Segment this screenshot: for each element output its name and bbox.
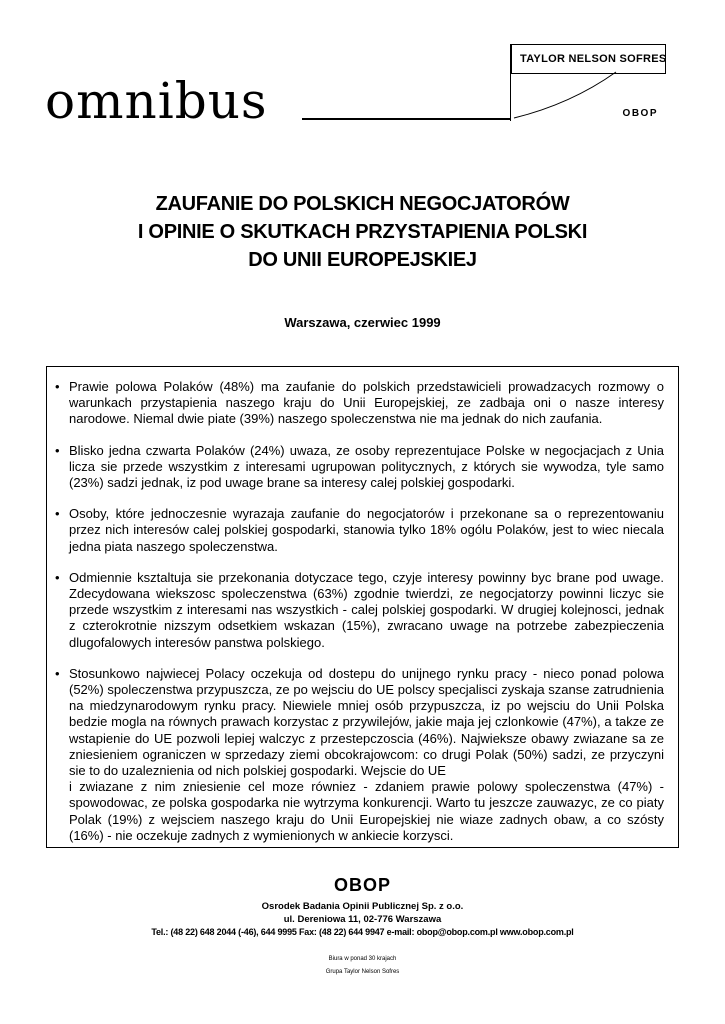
summary-text: Stosunkowo najwiecej Polacy oczekuja od dostepu do unijnego rynku pracy - nieco ponad polowa (52%) spoleczenstwa przypuszcza, ze po wejsciu do UE polscy specjalisci zyskaja szanse zatrudnienia na miedzynarodowym rynku pracy. Niewiele mniej osób przypuszcza, iz po wejsciu do Unii Polska bedzie mogla na równych prawach korzystac z przywilejów, jakie maja jej czlonkowie (47%), a takze ze wstapienie do UE pozwoli lepiej walczyc z przestepczoscia (46%). Najwieksze obawy zwiazane sa ze zniesieniem ograniczen w sprzedazy ziemi obcokrajowcom: co drugi Polak (50%) sadzi, ze przyczyni sie to do uzaleznienia od nich polskiej gospodarki. Wejscie do UE i zwiazane z nim zniesienie cel moze równiez - zdaniem prawie polowy spoleczenstwa (47%) - spowodowac, ze polska gospodarka nie wytrzyma konkurencji. Warto tu jeszcze zauwazyc, ze co piaty Polak (19%) z wejsciem naszego kraju do Unii Europejskiej nie wiaze zadnych obaw, a co szósty (16%) - nie oczekuje zadnych z wymienionych w ankiecie korzysci.	[69, 665, 664, 843]
bullet-icon: •	[55, 379, 60, 394]
omnibus-logo: omnibus	[45, 72, 268, 130]
summary-text: Osoby, które jednoczesnie wyrazaja zaufanie do negocjatorów i przekonane sa o reprezentowaniu przez nich interesów calej polskiej gospodarki, stanowia tylko 18% ogólu Polaków, jest to wiec niecala jedna piata naszego spoleczenstwa.	[69, 506, 664, 554]
footer-org-name: Osrodek Badania Opinii Publicznej Sp. z o.o.	[261, 901, 464, 912]
summary-list	[47, 379, 678, 859]
footer-offices: Biura w ponad 30 krajach	[328, 956, 397, 962]
logo-underline	[302, 118, 510, 120]
summary-item	[47, 666, 678, 844]
tns-obop-text: OBOP	[622, 108, 658, 119]
summary-box	[46, 366, 679, 848]
summary-item	[47, 570, 678, 651]
summary-text: Prawie polowa Polaków (48%) ma zaufanie do polskich przedstawicieli prowadzacych rozmowy o warunkach przystapienia naszego kraju do Unii Europejskiej, ze zadbaja oni o nasze interesy narodowe. Niemal dwie piate (39%) naszego spoleczenstwa nie ma jednak do nich zaufania.	[69, 379, 664, 427]
bullet-icon: •	[55, 442, 60, 458]
summary-text: Odmiennie ksztaltuja sie przekonania dotyczace tego, czyje interesy powinny byc brane pod uwage. Zdecydowana wiekszosc spoleczenstwa (63%) zgodnie twierdzi, ze negocjatorzy powinni liczyc sie przede wszystkim z interesami nas wszystkich - calej polskiej gospodarki. W drugiej kolejnosci, jednak z czterokrotnie nizszym odsetkiem wskazan (15%), zwracano uwage na potrzebe zabezpieczenia dlugofalowych interesów panstwa polskiego.	[69, 569, 664, 650]
bullet-icon: •	[55, 569, 60, 585]
footer-contact: Tel.: (48 22) 648 2044 (-46), 644 9995 Fax: (48 22) 644 9947 e-mail: obop@obop.com.pl www.obop.com.pl	[151, 927, 574, 937]
summary-item	[47, 506, 678, 555]
footer-obop-logo: OBOP	[333, 875, 391, 895]
title-line-3: DO UNII EUROPEJSKIEJ	[248, 249, 477, 271]
summary-item	[47, 379, 678, 428]
bullet-icon: •	[55, 506, 60, 522]
summary-item	[47, 443, 678, 492]
footer-group: Grupa Taylor Nelson Sofres	[325, 969, 400, 975]
tns-logo-text: TAYLOR NELSON SOFRES	[520, 53, 667, 65]
bullet-icon: •	[55, 665, 60, 681]
summary-text: Blisko jedna czwarta Polaków (24%) uwaza, ze osoby reprezentujace Polske w negocjacjach z Unia licza sie przede wszystkim z interesami ugrupowan politycznych, z których sie wywodza, tyle samo (23%) sadzi jednak, iz pod uwage brane sa interesy calej polskiej gospodarki.	[69, 442, 664, 491]
title-line-1: ZAUFANIE DO POLSKICH NEGOCJATORÓW	[155, 193, 570, 215]
page-title	[0, 190, 725, 274]
title-line-2: I OPINIE O SKUTKACH PRZYSTAPIENIA POLSKI	[137, 221, 588, 243]
tns-logo	[510, 44, 666, 121]
dateline: Warszawa, czerwiec 1999	[284, 315, 441, 330]
footer-address: ul. Dereniowa 11, 02-776 Warszawa	[283, 914, 442, 925]
